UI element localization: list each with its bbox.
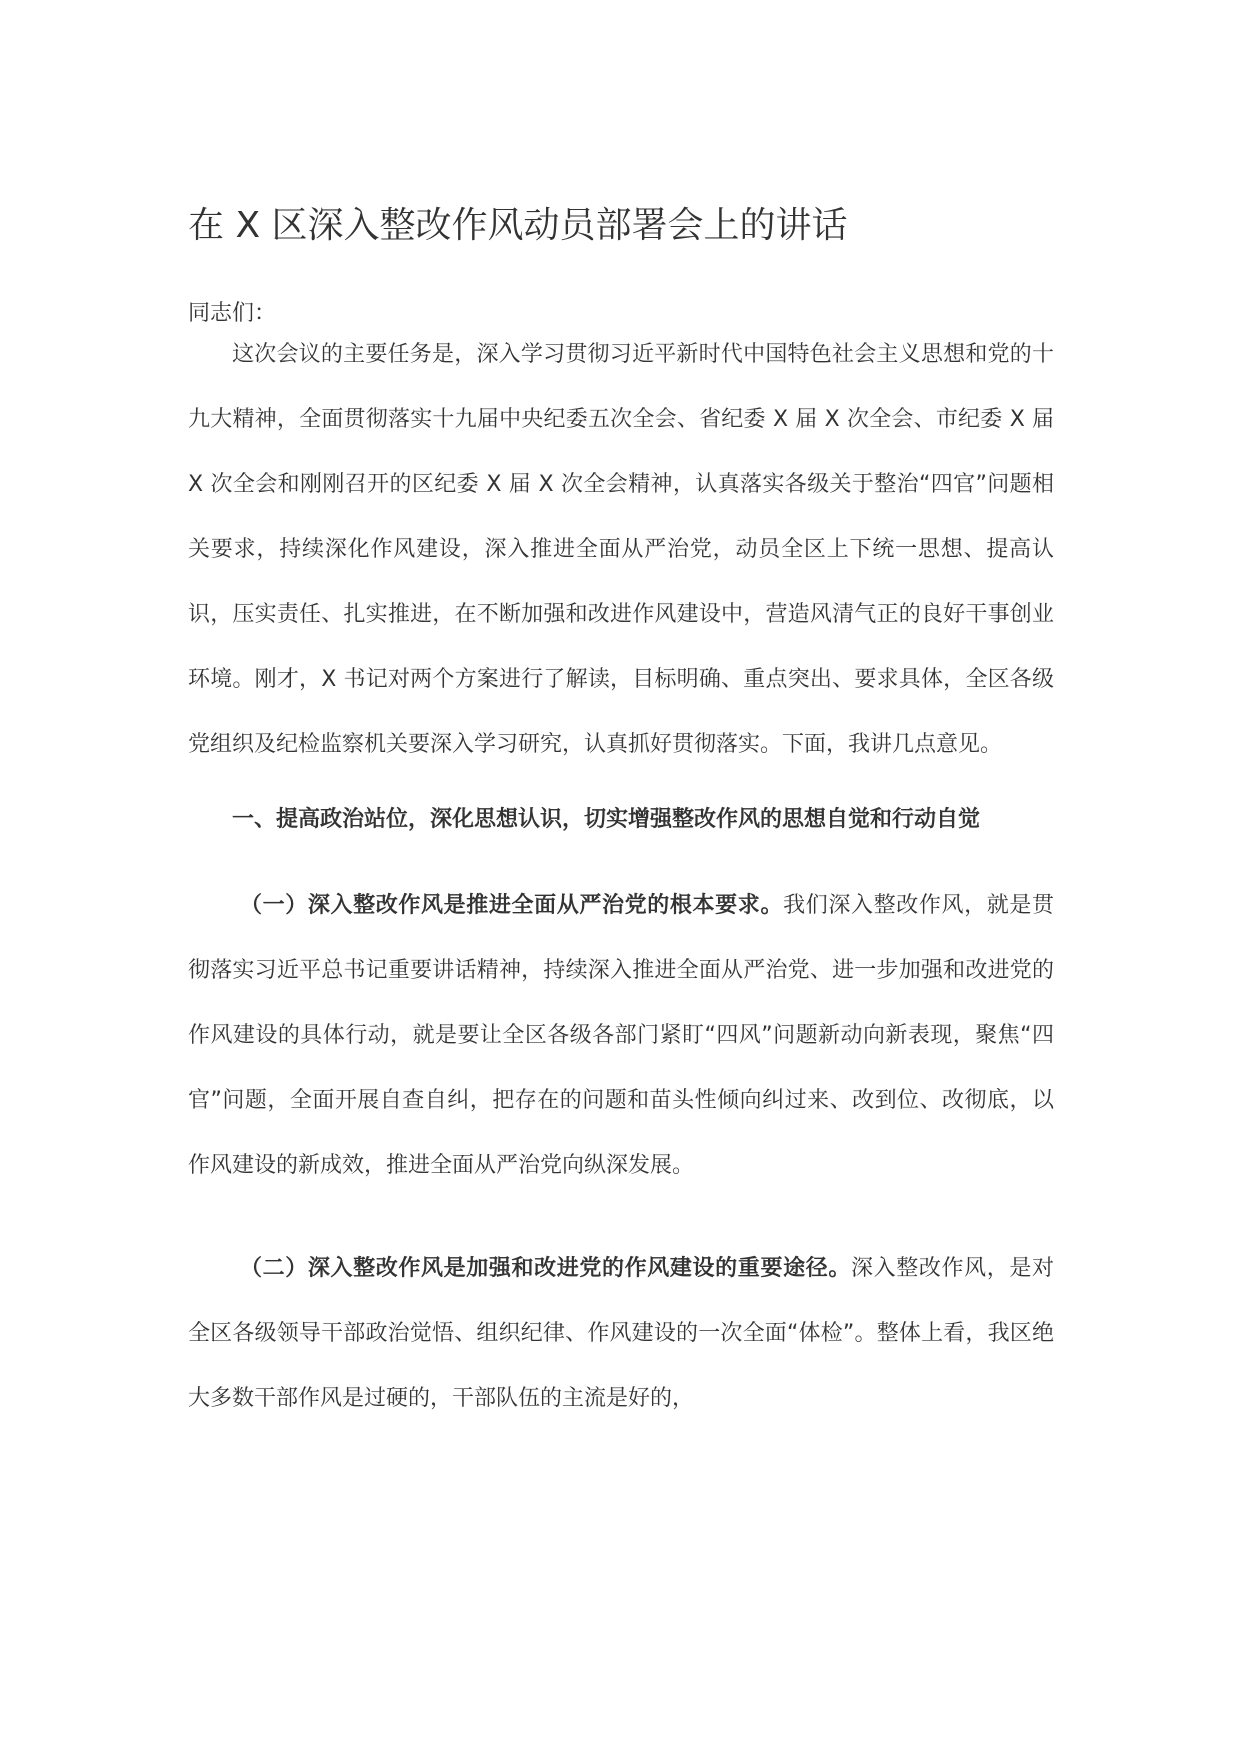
section-heading-1: 一、提高政治站位，深化思想认识，切实增强整改作风的思想自觉和行动自觉 — [232, 807, 981, 832]
point-2-heading: （二）深入整改作风是加强和改进党的作风建设的重要途径。 — [240, 1256, 851, 1281]
point-2-body: 深入整改作风，是对全区各级领导干部政治觉悟、组织纪律、作风建设的一次全面“体检”。整体上看，我区绝大多数干部作风是过硬的，干部队伍的主流是好的， — [188, 1256, 1054, 1411]
point-2-paragraph — [188, 1236, 1054, 1431]
salutation: 同志们： — [188, 301, 277, 326]
document-title: 在 X 区深入整改作风动员部署会上的讲话 — [188, 205, 848, 246]
point-1-heading: （一）深入整改作风是推进全面从严治党的根本要求。 — [240, 893, 784, 918]
point-1-body: 我们深入整改作风，就是贯彻落实习近平总书记重要讲话精神，持续深入推进全面从严治党、进一步加强和改进党的作风建设的具体行动，就是要让全区各级各部门紧盯“四风”问题新动向新表现，聚焦“四官”问题，全面开展自查自纠，把存在的问题和苗头性倾向纠过来、改到位、改彻底，以作风建设的新成效，推进全面从严治党向纵深发展。 — [188, 893, 1054, 1178]
intro-paragraph: 这次会议的主要任务是，深入学习贯彻习近平新时代中国特色社会主义思想和党的十九大精神，全面贯彻落实十九届中央纪委五次全会、省纪委 X 届 X 次全会、市纪委 X 届 X 次全会和刚刚召开的区纪委 X 届 X 次全会精神，认真落实各级关于整治“四官”问题相关要求，持续深化作风建设，深入推进全面从严治党，动员全区上下统一思想、提高认识，压实责任、扎实推进，在不断加强和改进作风建设中，营造风清气正的良好干事创业环境。刚才，X 书记对两个方案进行了解读，目标明确、重点突出、要求具体，全区各级党组织及纪检监察机关要深入学习研究，认真抓好贯彻落实。下面，我讲几点意见。 — [188, 342, 1054, 757]
point-1-paragraph — [188, 873, 1054, 1198]
